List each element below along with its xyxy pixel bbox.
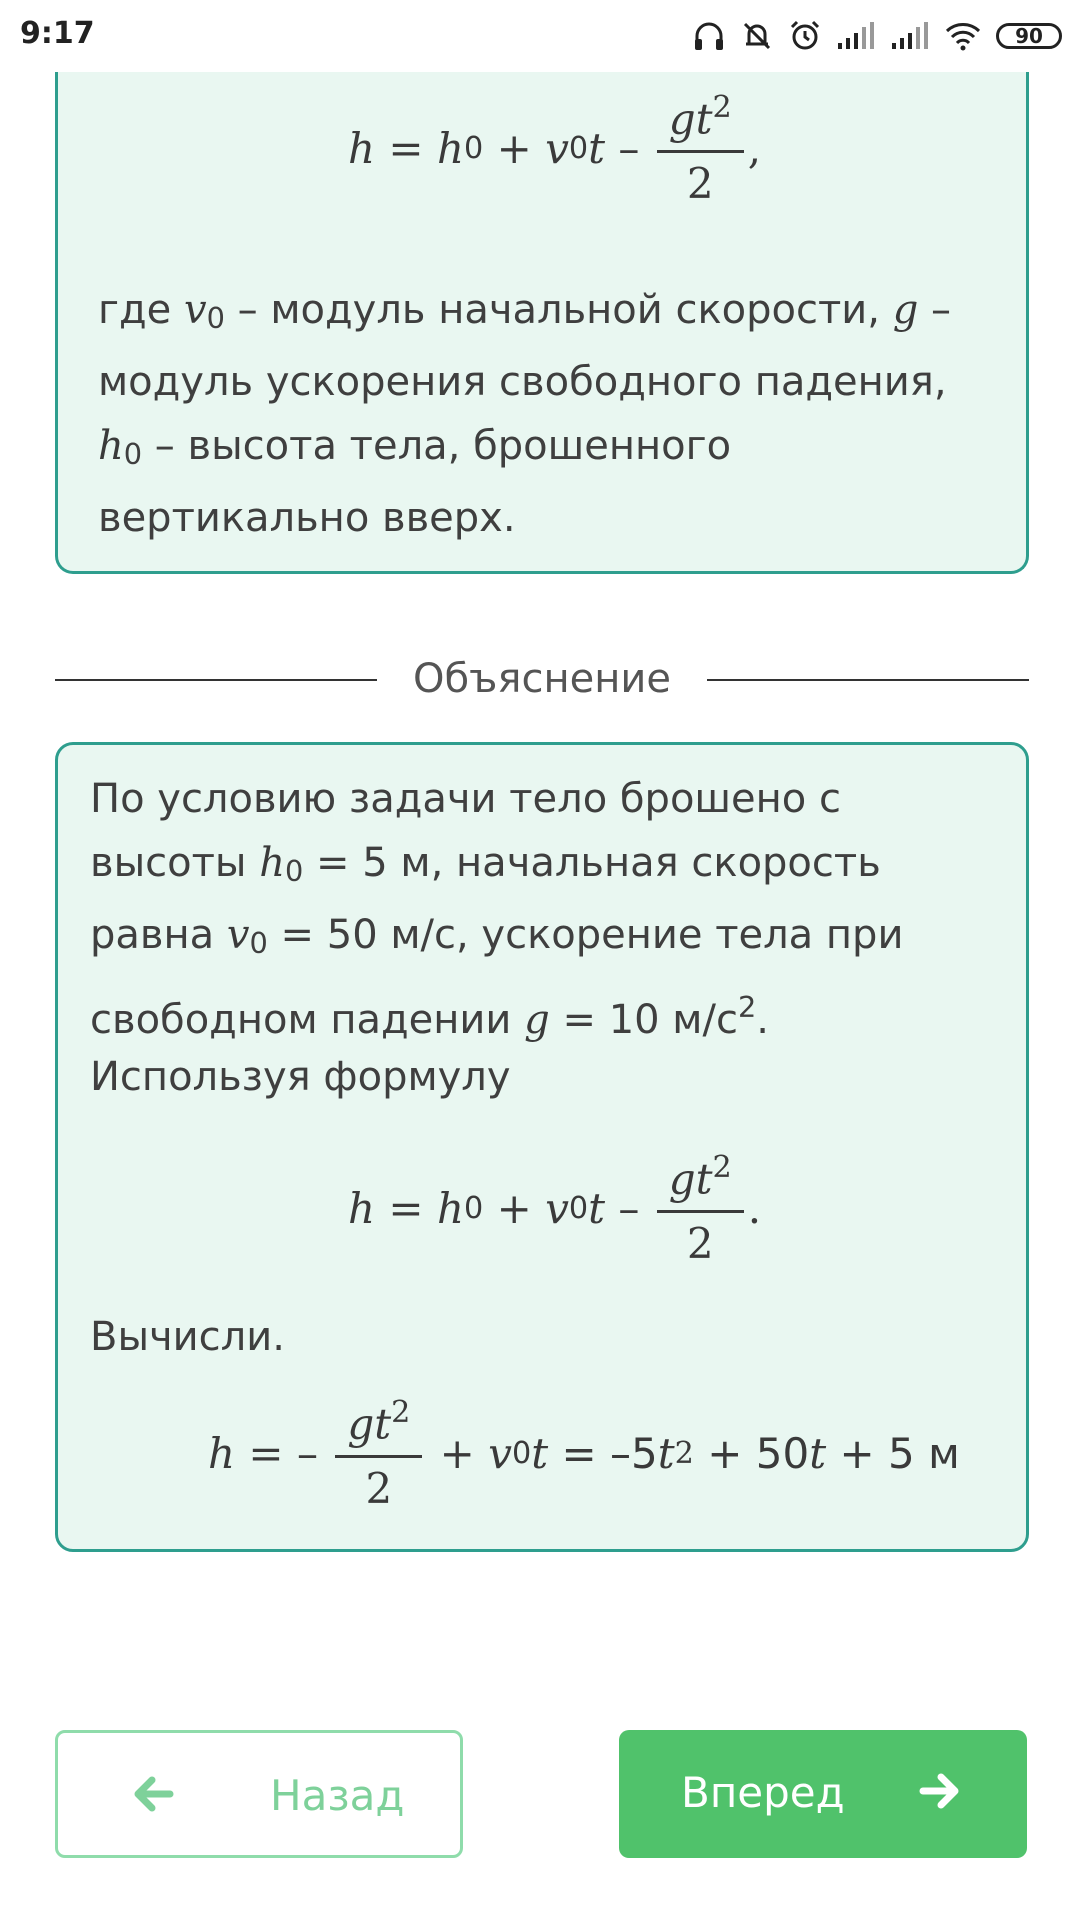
next-button-label: Вперед (681, 1768, 845, 1817)
fraction: $\frac{gt^2}{2}$ (663, 1150, 738, 1268)
alarm-icon (788, 19, 822, 53)
next-button[interactable] (619, 1730, 1027, 1858)
arrow-left-icon (130, 1771, 176, 1817)
signal-icon (836, 21, 876, 51)
result-formula: h = – $\frac{gt^2}{2}$ + v 0 t = –5 t 2 + 50 t + 5 м (208, 1395, 960, 1513)
back-button[interactable] (55, 1730, 463, 1858)
bell-muted-icon (740, 19, 774, 53)
battery-icon: 90 (996, 23, 1062, 49)
formula-description: где v0 – модуль начальной скорости, g – модуль ускорения свободного падения, h0 – высота тела, брошенного вертикально вверх. (98, 287, 952, 542)
problem-conditions: По условию задачи тело брошено с высоты h0 = 5 м, начальная скорость равна v0 = 50 м/с, ускорение тела при свободном падении g = 10 $м/с^2$. (90, 776, 904, 1044)
height-formula: h = h 0 + v 0 t – $\frac{gt^2}{2}$ . (348, 1150, 762, 1268)
use-formula-text: Используя формулу (90, 1054, 511, 1100)
status-icons (692, 14, 1062, 58)
wifi-icon (944, 21, 982, 51)
compute-text: Вычисли. (90, 1314, 285, 1360)
explanation-divider (55, 650, 1029, 710)
signal-icon (890, 21, 930, 51)
divider-label: Объяснение (413, 656, 671, 702)
fraction: $\frac{gt^2}{2}$ (663, 90, 738, 208)
status-time: 9:17 (20, 16, 95, 51)
theory-card (55, 0, 1029, 574)
status-bar (0, 0, 1080, 72)
explanation-card (55, 742, 1029, 1552)
back-button-label: Назад (270, 1771, 405, 1820)
fraction: $\frac{gt^2}{2}$ (341, 1395, 416, 1513)
headphones-icon (692, 19, 726, 53)
divider-line (707, 679, 1029, 681)
height-formula: h = h 0 + v 0 t – $\frac{gt^2}{2}$ , (348, 90, 762, 208)
arrow-right-icon (917, 1768, 963, 1814)
